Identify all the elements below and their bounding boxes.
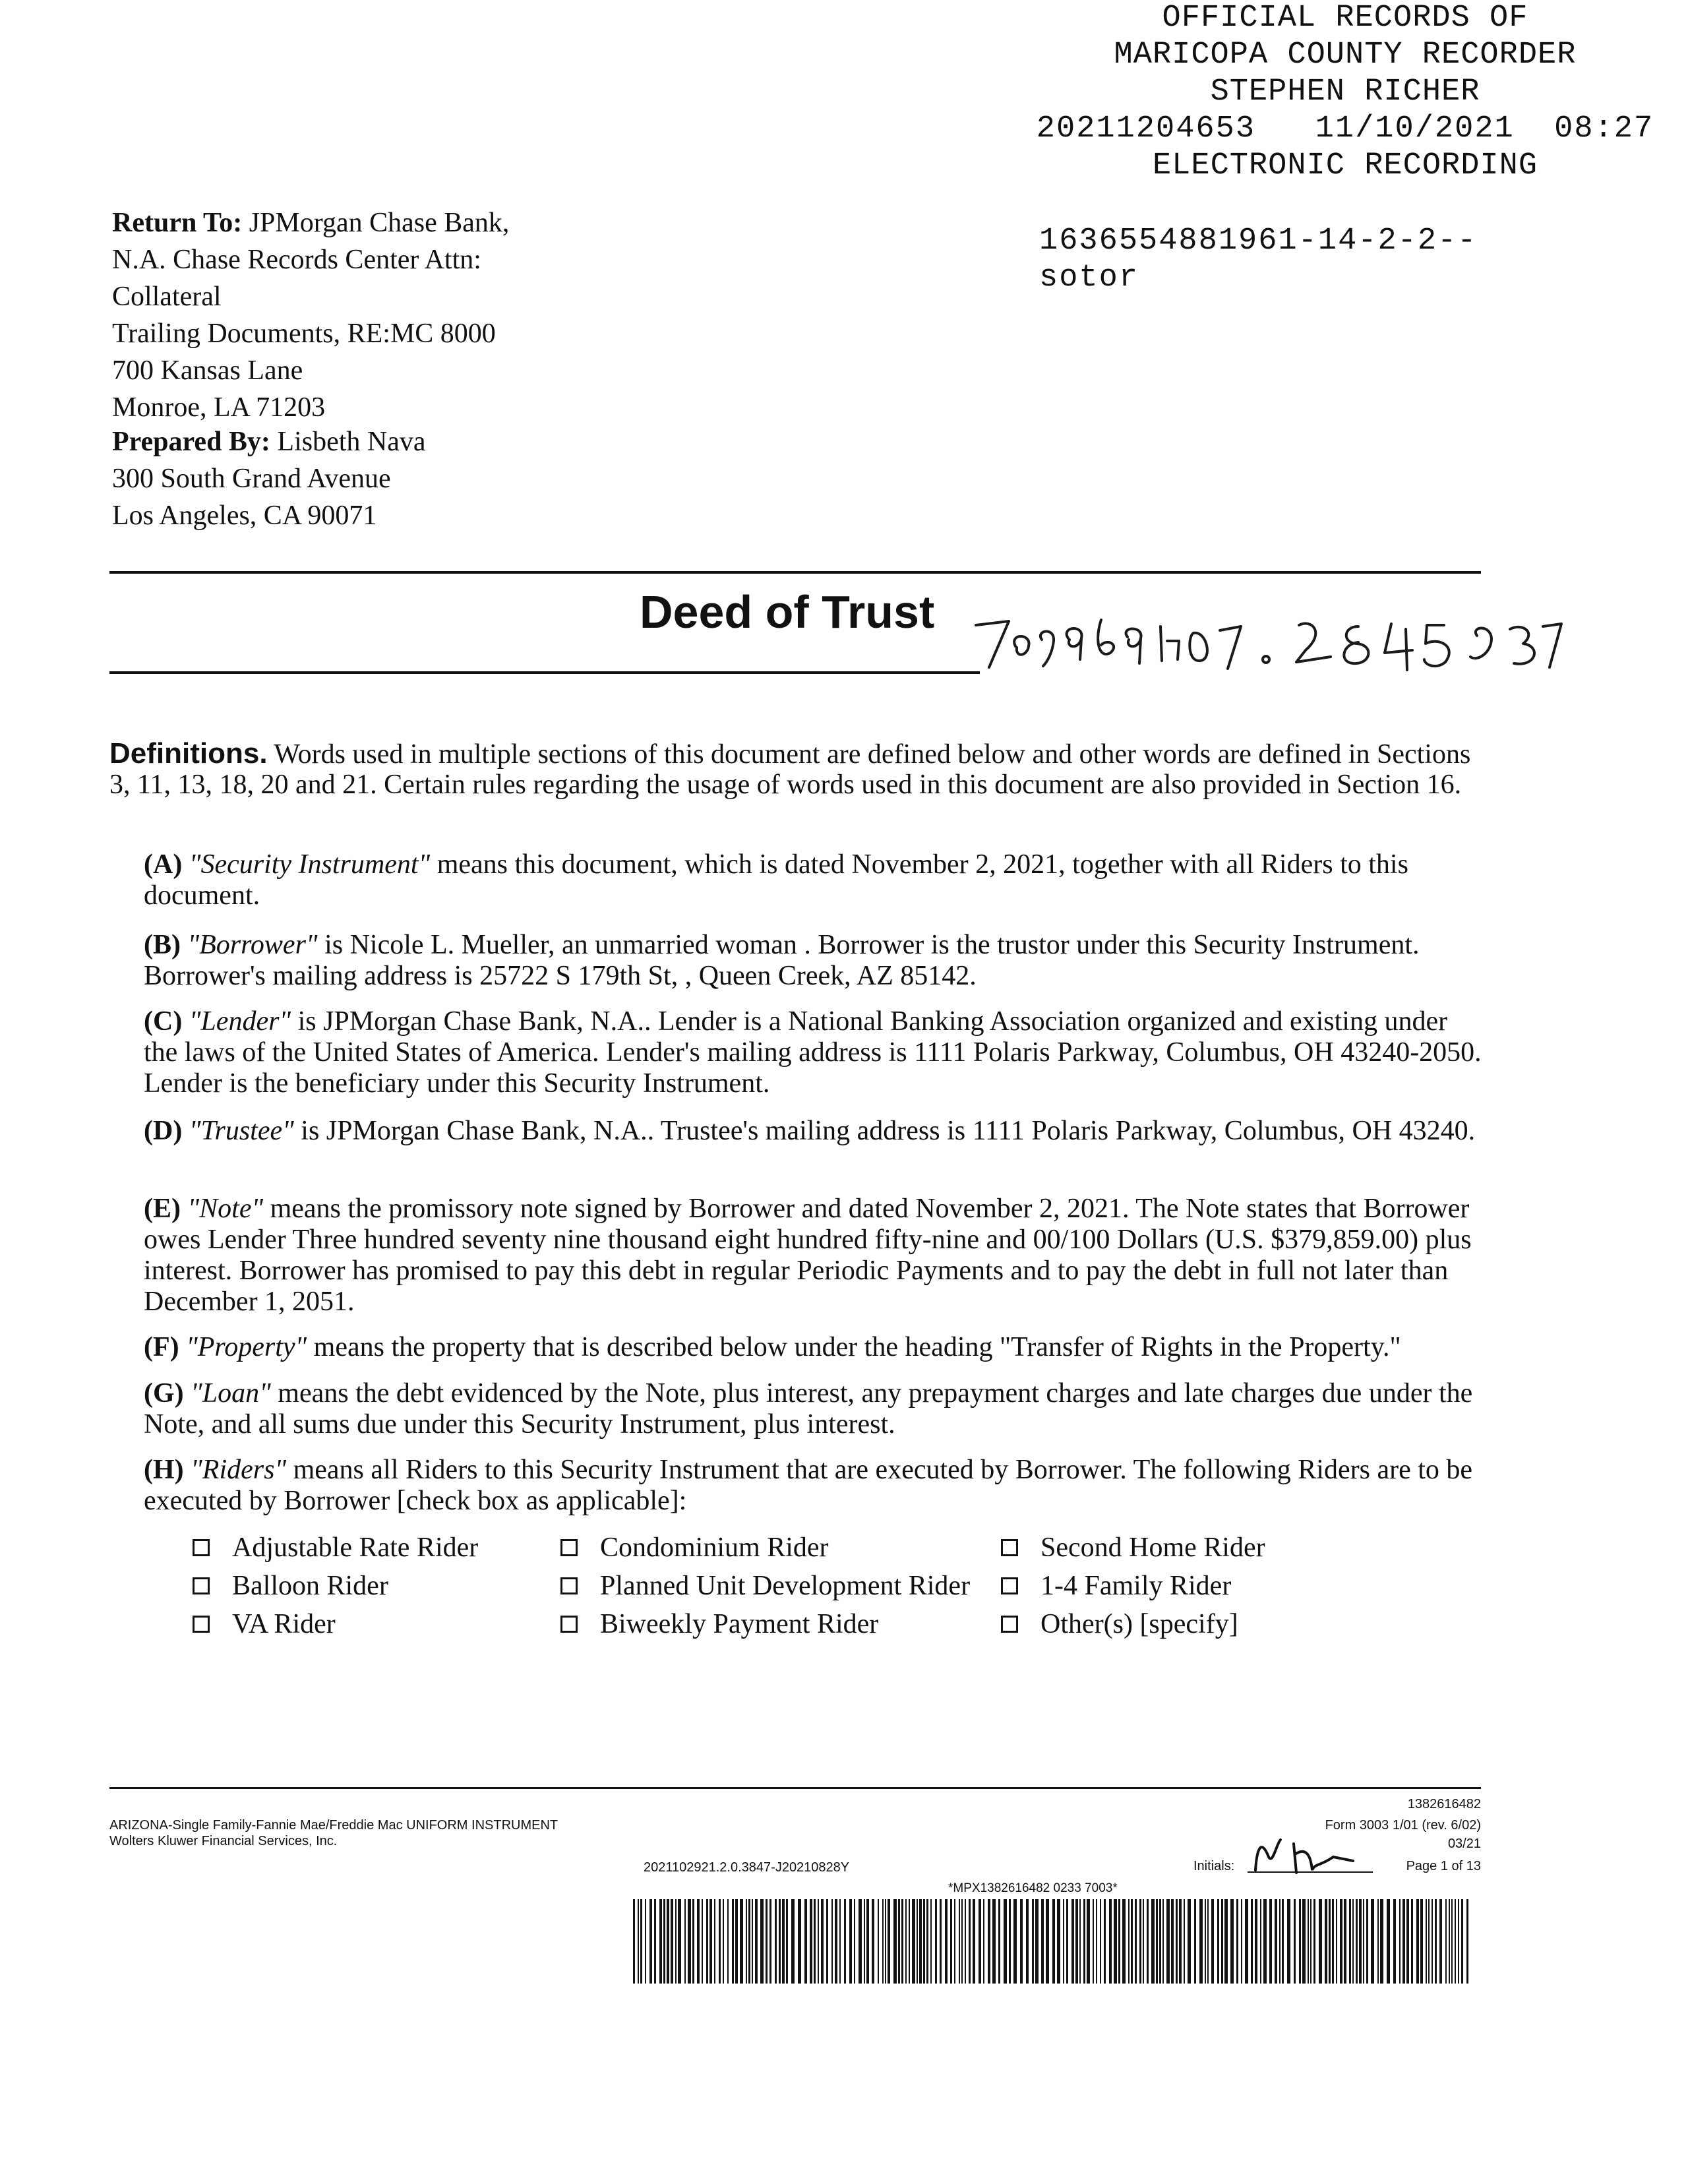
definition-c — [144, 1006, 1482, 1099]
rider-second-home[interactable] — [1001, 1531, 1265, 1564]
barcode-image — [633, 1899, 1473, 1984]
definitions-intro-paragraph — [109, 739, 1481, 800]
prepared-by-label: Prepared By: — [112, 427, 270, 457]
rider-label: Biweekly Payment Rider — [600, 1609, 879, 1639]
definition-d — [144, 1116, 1482, 1147]
definition-f — [144, 1332, 1482, 1363]
prepared-by-line-2: 300 South Grand Avenue — [112, 464, 391, 494]
return-to-block — [112, 204, 587, 426]
barcode-caption: *MPX1382616482 0233 7003* — [948, 1881, 1118, 1895]
definition-e-text: means the promissory note signed by Borrower and dated November 2, 2021. The Note states that Borrower owes Lender Three hundred seventy nine thousand eight hundred fifty-nine and 00/100 Dollars (U.S. $379,859.00) plus interest. Borrower has promised to pay this debt in regular Periodic Payments and to pay the debt in full not later than December 1, 2051. — [144, 1194, 1472, 1317]
checkbox-icon[interactable] — [193, 1616, 210, 1633]
return-to-label: Return To: — [112, 208, 243, 238]
definition-a-text: means this document, which is dated November 2, 2021, together with all Riders to this document. — [144, 849, 1408, 911]
recorder-line-1: OFFICIAL RECORDS OF — [1162, 1, 1528, 36]
record-date: 11/10/2021 — [1315, 111, 1515, 146]
definition-e-letter: (E) — [144, 1194, 181, 1224]
footer-doc-code: 2021102921.2.0.3847-J20210828Y — [644, 1860, 850, 1875]
recorder-doc-id — [1039, 223, 1478, 297]
definition-h — [144, 1455, 1482, 1517]
definitions-heading: Definitions. — [109, 737, 268, 770]
definition-g-term: "Loan" — [191, 1378, 271, 1409]
rider-label: Other(s) [specify] — [1040, 1609, 1238, 1639]
definition-h-text: means all Riders to this Security Instrument that are executed by Borrower. The following Riders are to be executed by Borrower [check box as applicable]: — [144, 1455, 1473, 1516]
rider-va[interactable] — [193, 1608, 336, 1641]
record-number: 20211204653 — [1036, 111, 1256, 146]
handwritten-loan-number — [969, 607, 1563, 686]
rider-label: Second Home Rider — [1040, 1532, 1265, 1563]
return-to-line-5: 700 Kansas Lane — [112, 355, 303, 386]
definitions-intro: Words used in multiple sections of this document are defined below and other words are defined in Sections 3, 11, 13, 18, 20 and 21. Certain rules regarding the usage of words used in this document are also provided in Section 16. — [109, 739, 1471, 800]
recorder-record-line — [1015, 111, 1675, 148]
recorder-line-3: STEPHEN RICHER — [1210, 75, 1480, 109]
checkbox-icon[interactable] — [560, 1577, 578, 1594]
title-top-rule — [109, 571, 1481, 574]
definition-h-term: "Riders" — [191, 1455, 287, 1485]
rider-balloon[interactable] — [193, 1569, 388, 1602]
footer-form-title: ARIZONA-Single Family-Fannie Mae/Freddie Mac UNIFORM INSTRUMENT — [109, 1818, 558, 1833]
record-time: 08:27 — [1554, 111, 1654, 146]
checkbox-icon[interactable] — [1001, 1616, 1018, 1633]
prepared-by-line-1: Lisbeth Nava — [277, 427, 426, 457]
recorder-line-2: MARICOPA COUNTY RECORDER — [1114, 38, 1577, 73]
doc-id-line-1: 1636554881961-14-2-2-- — [1039, 224, 1478, 258]
rider-label: Balloon Rider — [232, 1571, 388, 1601]
definition-h-letter: (H) — [144, 1455, 184, 1485]
return-to-line-2: N.A. Chase Records Center Attn: — [112, 245, 481, 275]
return-to-line-3: Collateral — [112, 282, 222, 312]
rider-label: Planned Unit Development Rider — [600, 1571, 971, 1601]
definition-a — [144, 849, 1482, 911]
definition-f-letter: (F) — [144, 1332, 179, 1362]
definition-b-text: is Nicole L. Mueller, an unmarried woman . Borrower is the trustor under this Security Instrument. Borrower's mailing address is 25722 S 179th St, , Queen Creek, AZ 85142. — [144, 930, 1420, 991]
rider-label: 1-4 Family Rider — [1040, 1571, 1232, 1601]
definition-g-letter: (G) — [144, 1378, 184, 1409]
definition-b-term: "Borrower" — [187, 930, 318, 960]
rider-label: VA Rider — [232, 1609, 336, 1639]
doc-id-line-2: sotor — [1039, 260, 1139, 295]
rider-1-4-family[interactable] — [1001, 1569, 1231, 1602]
recorder-line-5: ELECTRONIC RECORDING — [1152, 148, 1538, 183]
definition-d-text: is JPMorgan Chase Bank, N.A.. Trustee's mailing address is 1111 Polaris Parkway, Columbus, OH 43240. — [293, 1116, 1476, 1146]
definition-d-term: "Trustee" — [189, 1116, 294, 1146]
definition-a-term: "Security Instrument" — [189, 849, 431, 880]
footer-initials-label: Initials: — [1193, 1859, 1235, 1873]
footer-publisher: Wolters Kluwer Financial Services, Inc. — [109, 1834, 338, 1848]
definition-f-term: "Property" — [186, 1332, 307, 1362]
rider-label: Adjustable Rate Rider — [232, 1532, 479, 1563]
definition-c-text: is JPMorgan Chase Bank, N.A.. Lender is a National Banking Association organized and existing under the laws of the United States of America. Lender's mailing address is 1111 Polaris Parkway, Columbus, OH 43240-2050. Lender is the beneficiary under this Security Instrument. — [144, 1006, 1482, 1099]
definition-c-letter: (C) — [144, 1006, 183, 1037]
definition-a-letter: (A) — [144, 849, 183, 880]
checkbox-icon[interactable] — [193, 1539, 210, 1556]
rider-label: Condominium Rider — [600, 1532, 829, 1563]
footer-loan-number: 1382616482 — [1407, 1797, 1481, 1811]
definition-b-letter: (B) — [144, 930, 181, 960]
rider-others[interactable] — [1001, 1608, 1238, 1641]
return-to-line-4: Trailing Documents, RE:MC 8000 — [112, 318, 496, 349]
title-bottom-rule — [109, 671, 980, 674]
checkbox-icon[interactable] — [1001, 1577, 1018, 1594]
rider-planned-unit-development[interactable] — [560, 1569, 970, 1602]
return-to-line-6: Monroe, LA 71203 — [112, 392, 326, 423]
rider-biweekly-payment[interactable] — [560, 1608, 878, 1641]
footer-page-number: Page 1 of 13 — [1406, 1859, 1481, 1873]
prepared-by-line-3: Los Angeles, CA 90071 — [112, 501, 377, 531]
checkbox-icon[interactable] — [560, 1539, 578, 1556]
prepared-by-block — [112, 423, 587, 534]
definition-g — [144, 1378, 1482, 1440]
checkbox-icon[interactable] — [1001, 1539, 1018, 1556]
document-title: Deed of Trust — [640, 586, 935, 638]
return-to-line-1: JPMorgan Chase Bank, — [249, 208, 510, 238]
definition-e — [144, 1194, 1482, 1318]
definition-g-text: means the debt evidenced by the Note, plus interest, any prepayment charges and late charges due under the Note, and all sums due under this Security Instrument, plus interest. — [144, 1378, 1473, 1440]
rider-adjustable-rate[interactable] — [193, 1531, 478, 1564]
checkbox-icon[interactable] — [193, 1577, 210, 1594]
recorder-stamp — [1015, 0, 1675, 185]
definition-f-text: means the property that is described below under the heading "Transfer of Rights in the Property." — [307, 1332, 1401, 1362]
checkbox-icon[interactable] — [560, 1616, 578, 1633]
footer-rule — [109, 1787, 1481, 1789]
footer-form-number: Form 3003 1/01 (rev. 6/02) — [1325, 1818, 1481, 1833]
definition-c-term: "Lender" — [189, 1006, 291, 1037]
rider-condominium[interactable] — [560, 1531, 829, 1564]
definition-b — [144, 930, 1482, 992]
definition-d-letter: (D) — [144, 1116, 183, 1146]
footer-revision: 03/21 — [1447, 1836, 1481, 1851]
definition-e-term: "Note" — [187, 1194, 264, 1224]
